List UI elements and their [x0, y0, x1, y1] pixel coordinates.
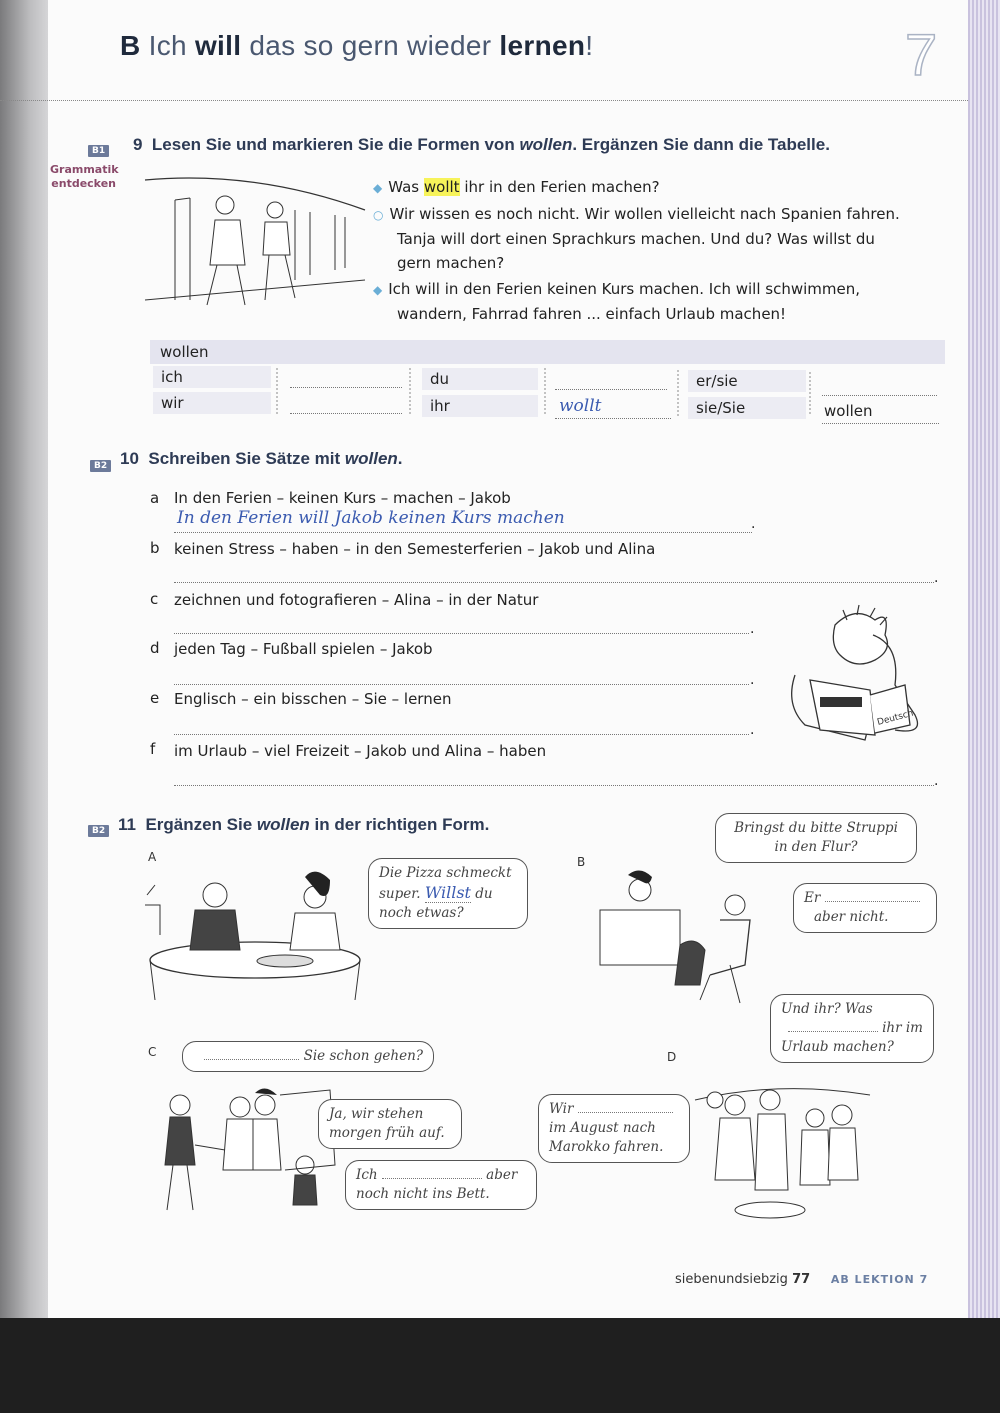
answer-line-c[interactable] [174, 633, 749, 634]
answer-fill-d2[interactable] [578, 1112, 673, 1113]
item-prompt: keinen Stress – haben – in den Semesterferien – Jakob und Alina [174, 540, 656, 558]
item-letter: a [150, 489, 160, 507]
circle-bullet-icon: ○ [373, 208, 384, 222]
hallway-illustration [145, 170, 365, 310]
answer-field-er-sie[interactable] [822, 395, 937, 396]
answer-fill-d1[interactable] [788, 1031, 878, 1032]
answer-line-d[interactable] [174, 684, 749, 685]
pronoun-ihr: ihr [422, 395, 538, 417]
page-edge-stripes [968, 0, 1000, 1318]
scanner-background [0, 1318, 1000, 1413]
end-period: . [750, 672, 755, 688]
item-letter: e [150, 689, 160, 707]
answer-fill-c2[interactable] [382, 1178, 482, 1179]
conjugation-table-header: wollen [150, 340, 945, 364]
item-prompt: Englisch – ein bisschen – Sie – lernen [174, 690, 452, 708]
speech-bubble-d2: Wir im August nach Marokko fahren. [538, 1094, 690, 1163]
speech-bubble-c2: Ja, wir stehen morgen früh auf. [318, 1099, 462, 1149]
answer-fill-b[interactable] [825, 901, 920, 902]
item-letter: d [150, 639, 160, 657]
scene-c-goodbye-illustration [145, 1075, 345, 1215]
item-prompt: jeden Tag – Fußball spielen – Jakob [174, 640, 433, 658]
item-letter: c [150, 590, 159, 608]
item-letter: f [150, 740, 156, 758]
exercise-11-title: 11 Ergänzen Sie wollen in der richtigen Form. [118, 815, 490, 834]
answer-field-sie-Sie[interactable]: wollen [822, 402, 939, 424]
answer-line-b[interactable] [174, 582, 934, 583]
answer-line-a[interactable]: In den Ferien will Jakob keinen Kurs machen [174, 508, 752, 533]
answer-line-e[interactable] [174, 734, 749, 735]
scene-d-party-illustration [690, 1060, 880, 1230]
scene-d-label: D [667, 1050, 677, 1064]
pronoun-sie-Sie: sie/Sie [688, 397, 806, 419]
header-divider [0, 100, 968, 101]
answer-field-ihr[interactable]: wollt [555, 396, 671, 419]
speech-bubble-c1: Sie schon gehen? [182, 1041, 434, 1072]
section-title: B Ich will das so gern wieder lernen! [120, 30, 594, 61]
table-dividers [275, 366, 815, 418]
diamond-bullet-icon: ◆ [373, 181, 383, 195]
exercise-10-badge: B2 [90, 453, 111, 472]
end-period: . [934, 570, 939, 586]
end-period: . [751, 516, 756, 532]
speech-bubble-b1: Bringst du bitte Struppi in den Flur? [715, 813, 917, 863]
grammar-label: Grammatik entdecken [50, 163, 119, 190]
page-footer: siebenundsiebzig 77 AB LEKTION 7 [675, 1272, 929, 1287]
lesson-label: AB LEKTION 7 [830, 1273, 929, 1286]
page-number: 77 [792, 1272, 811, 1287]
answer-fill-c1[interactable] [204, 1059, 299, 1060]
pronoun-du: du [422, 368, 538, 390]
diamond-bullet-icon: ◆ [373, 283, 383, 297]
scene-c-label: C [148, 1045, 157, 1059]
dialogue-text: ◆ Was wollt ihr in den Ferien machen? ○ Wir wissen es noch nicht. Wir wollen vielleicht nach Spanien fahren. Tanja will dort einen Sprachkurs machen. Und du? Was willst du gern machen? ◆ Ich will in den Ferien keinen Kurs machen. Ich will schwimmen, wandern, Fahrrad fahren ... einfach Urlaub machen! [373, 178, 900, 323]
scene-a-restaurant-illustration [135, 865, 375, 1005]
pronoun-er-sie: er/sie [688, 370, 806, 392]
item-prompt: im Urlaub – viel Freizeit – Jakob und Alina – haben [174, 742, 547, 760]
answer-fill-a[interactable]: Willst [424, 883, 471, 902]
answer-line-f[interactable] [174, 785, 934, 786]
scene-b-label: B [577, 855, 586, 869]
speech-bubble-b2: Er aber nicht. [793, 883, 937, 933]
exercise-9-badge: B1 [88, 138, 109, 157]
pronoun-ich: ich [153, 366, 271, 388]
item-prompt: In den Ferien – keinen Kurs – machen – Jakob [174, 489, 511, 507]
student-reading-illustration [775, 605, 945, 755]
end-period: . [934, 773, 939, 789]
speech-bubble-a: Die Pizza schmeckt super. Willst du noch etwas? [368, 858, 528, 929]
item-prompt: zeichnen und fotografieren – Alina – in der Natur [174, 591, 539, 609]
book-spine-shadow [0, 0, 50, 1413]
end-period: . [750, 621, 755, 637]
book-cover-title: Deutsch [876, 708, 915, 728]
scene-b-dog-illustration [560, 865, 770, 1005]
exercise-9-title: 9 Lesen Sie und markieren Sie die Formen von wollen. Ergänzen Sie dann die Tabelle. [133, 135, 830, 154]
speech-bubble-c3: Ich aber noch nicht ins Bett. [345, 1160, 537, 1210]
speech-bubble-d1: Und ihr? Was ihr im Urlaub machen? [770, 994, 934, 1063]
exercise-10-title: 10 Schreiben Sie Sätze mit wollen. [120, 449, 403, 468]
item-letter: b [150, 539, 160, 557]
end-period: . [750, 722, 755, 738]
chapter-number: 7 [905, 23, 938, 88]
pronoun-wir: wir [153, 392, 271, 414]
scene-a-label: A [148, 850, 157, 864]
exercise-11-badge: B2 [88, 818, 109, 837]
